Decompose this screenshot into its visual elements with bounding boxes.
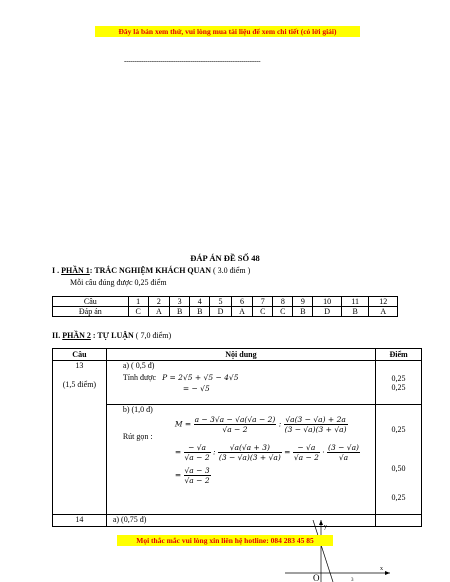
part1-points: ( 3.0 điểm ) <box>210 266 251 275</box>
q13b-step-3: = $\frac{√a - 3}{√a - 2}$ <box>174 466 210 485</box>
preview-banner: Đây là bản xem thử, vui lòng mua tài liệu để xem chi tiết (có lời giải) <box>95 26 360 37</box>
y-label: y <box>324 524 327 530</box>
q13a-content <box>106 361 375 405</box>
q13a-points <box>376 361 422 405</box>
part1-heading <box>52 266 250 275</box>
q13b-row <box>53 405 422 515</box>
table-header-row <box>53 349 422 361</box>
x-axis-arrow <box>385 571 390 575</box>
question-number: 8 <box>273 297 293 307</box>
answer-cell: C <box>253 307 273 317</box>
q13a-expression-2: = − √5 <box>182 384 210 393</box>
q13b-points-2: 0,50 <box>391 464 406 473</box>
q13b-lead: Rút gọn : <box>122 432 153 441</box>
q13b-points <box>376 405 422 515</box>
q13a-expression-1: P = 2√5 + √5 − 4√5 <box>162 373 239 382</box>
part2-label: PHẦN 2 <box>62 331 91 340</box>
q13b-points-3: 0,25 <box>391 493 406 502</box>
part1-title: : TRẮC NGHIỆM KHÁCH QUAN <box>89 266 211 275</box>
q13a-points-2: 0,25 <box>391 383 406 392</box>
column-header-points: Điểm <box>376 349 422 361</box>
part1-label: PHẦN 1 <box>61 266 90 275</box>
part1-prefix: I . <box>52 266 62 275</box>
q14-number: 14 <box>53 515 107 527</box>
hotline-banner: Mọi thắc mắc vui lòng xin liên hệ hotline: 084 283 45 85 <box>117 535 333 546</box>
row-header-question: Câu <box>53 297 129 307</box>
q13b-points-1: 0,25 <box>391 425 406 434</box>
answer-cell: A <box>148 307 169 317</box>
row-header-answer: Đáp án <box>53 307 129 317</box>
question-number: 6 <box>231 297 252 307</box>
part2-prefix: II. <box>52 331 63 340</box>
x-label: x <box>380 566 383 572</box>
question-number: 9 <box>293 297 313 307</box>
q14a-label: a) (0,75 đ) <box>106 515 375 527</box>
page-title: ĐÁP ÁN ĐỀ SỐ 48 <box>190 253 260 263</box>
answer-cell: B <box>170 307 190 317</box>
question-number: 4 <box>190 297 210 307</box>
question-number: 1 <box>128 297 148 307</box>
question-number: 7 <box>253 297 273 307</box>
q13-score: (1,5 điểm) <box>62 380 97 389</box>
answer-cell: C <box>273 307 293 317</box>
question-number: 2 <box>148 297 169 307</box>
essay-answer-table <box>52 348 422 527</box>
origin-label: O <box>313 573 320 582</box>
q13b-content <box>106 405 375 515</box>
column-header-content: Nội dung <box>106 349 375 361</box>
q13a-row <box>53 361 422 405</box>
q13a-lead: Tính được <box>122 373 157 382</box>
part2-points: ( 7,0 điểm) <box>133 331 172 340</box>
tick-label: 3 <box>351 578 354 582</box>
multiple-choice-table <box>52 296 398 317</box>
answer-cell: A <box>369 307 398 317</box>
separator-line: ---------------------------------------------------------------- <box>124 57 261 65</box>
question-row <box>53 297 398 307</box>
question-number: 12 <box>369 297 398 307</box>
q13b-label: b) (1,0 đ) <box>122 405 153 414</box>
part1-note: Mỗi câu đúng được 0,25 điểm <box>70 278 167 287</box>
q13a-label: a) ( 0,5 đ) <box>122 361 155 370</box>
question-number: 11 <box>341 297 369 307</box>
answer-cell: B <box>341 307 369 317</box>
graph-figure <box>285 520 395 582</box>
answer-cell: B <box>293 307 313 317</box>
q13a-points-1: 0,25 <box>391 374 406 383</box>
answer-row <box>53 307 398 317</box>
answer-cell: C <box>128 307 148 317</box>
part2-title: : TỰ LUẬN <box>90 331 134 340</box>
q13b-step-2: = $\frac{- √a}{√a - 2}$ : $\frac{√a(√a + 3)}{(3 - √a)(3 + √a)}$ = $\frac{- √a}{√a - 2}$ · $\frac{(3 - √a)}{√a}$ <box>174 443 359 462</box>
column-header-question: Câu <box>53 349 107 361</box>
part2-heading <box>52 331 171 340</box>
y-axis-arrow <box>319 520 323 525</box>
answer-cell: B <box>190 307 210 317</box>
question-number: 5 <box>210 297 231 307</box>
q13-number: 13 <box>75 361 84 370</box>
question-number: 3 <box>170 297 190 307</box>
q13b-step-1: M = $\frac{a - 3√a - √a(√a - 2)}{√a - 2}$ : $\frac{√a(3 - √a) + 2a}{(3 - √a)(3 + √a)}$ <box>174 415 347 434</box>
answer-cell: D <box>313 307 341 317</box>
answer-cell: A <box>231 307 252 317</box>
answer-cell: D <box>210 307 231 317</box>
q13-cell <box>53 361 107 515</box>
question-number: 10 <box>313 297 341 307</box>
